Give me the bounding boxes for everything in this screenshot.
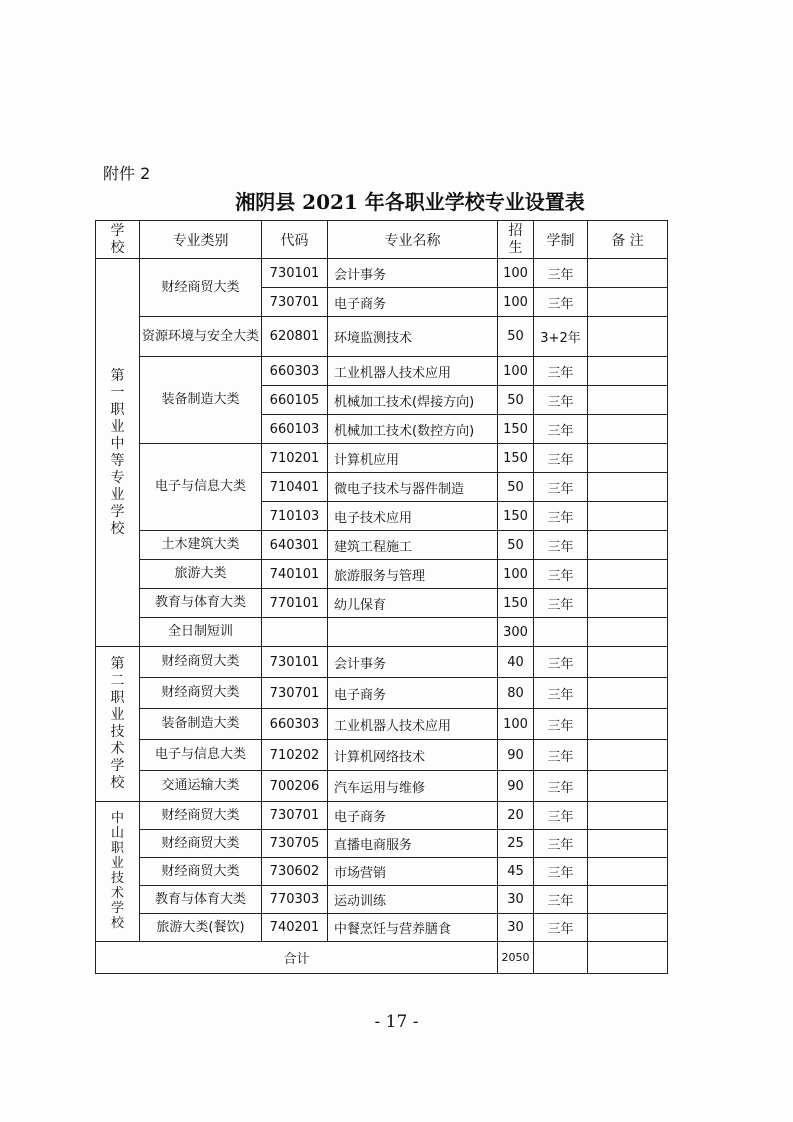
code-cell: 660303 xyxy=(262,357,328,386)
table-row xyxy=(96,444,668,473)
major-cell: 运动训练 xyxy=(328,886,498,914)
code-cell: 640301 xyxy=(262,531,328,560)
category-cell: 资源环境与安全大类 xyxy=(140,317,262,357)
system-cell: 三年 xyxy=(534,444,588,473)
system-cell: 三年 xyxy=(534,415,588,444)
table-row xyxy=(96,914,668,942)
system-cell: 三年 xyxy=(534,473,588,502)
major-cell: 工业机器人技术应用 xyxy=(328,709,498,740)
enroll-cell: 50 xyxy=(498,473,534,502)
code-cell: 660105 xyxy=(262,386,328,415)
major-cell: 机械加工技术(数控方向) xyxy=(328,415,498,444)
major-cell: 机械加工技术(焊接方向) xyxy=(328,386,498,415)
enroll-cell: 50 xyxy=(498,386,534,415)
remark-cell xyxy=(588,502,668,531)
system-cell: 三年 xyxy=(534,709,588,740)
enroll-cell: 150 xyxy=(498,444,534,473)
category-cell: 交通运输大类 xyxy=(140,771,262,802)
total-enroll: 2050 xyxy=(498,942,534,974)
category-cell: 全日制短训 xyxy=(140,618,262,647)
major-cell: 幼儿保育 xyxy=(328,589,498,618)
school-cell: 第一职业中等专业学校 xyxy=(96,259,140,647)
system-cell: 三年 xyxy=(534,531,588,560)
remark-cell xyxy=(588,802,668,830)
code-cell: 730705 xyxy=(262,830,328,858)
system-cell xyxy=(534,618,588,647)
code-cell: 770303 xyxy=(262,886,328,914)
major-setup-table xyxy=(95,220,668,974)
category-cell: 装备制造大类 xyxy=(140,357,262,444)
total-row xyxy=(96,942,668,974)
major-cell: 会计事务 xyxy=(328,259,498,288)
table-row xyxy=(96,802,668,830)
code-cell: 730701 xyxy=(262,288,328,317)
school-cell: 中山职业技术学校 xyxy=(96,802,140,942)
enroll-cell: 150 xyxy=(498,502,534,531)
category-cell: 教育与体育大类 xyxy=(140,886,262,914)
remark-cell xyxy=(588,830,668,858)
remark-cell xyxy=(588,288,668,317)
header-category: 专业类别 xyxy=(140,221,262,259)
system-cell: 三年 xyxy=(534,288,588,317)
system-cell: 三年 xyxy=(534,740,588,771)
document-title: 湘阴县 2021 年各职业学校专业设置表 xyxy=(235,190,585,214)
system-cell: 三年 xyxy=(534,858,588,886)
remark-cell xyxy=(588,259,668,288)
system-cell: 三年 xyxy=(534,771,588,802)
table-header-row xyxy=(96,221,668,259)
remark-cell xyxy=(588,740,668,771)
remark-cell xyxy=(588,709,668,740)
table-row xyxy=(96,886,668,914)
enroll-cell: 40 xyxy=(498,647,534,678)
table-row xyxy=(96,858,668,886)
major-cell: 工业机器人技术应用 xyxy=(328,357,498,386)
table-row xyxy=(96,531,668,560)
category-cell: 装备制造大类 xyxy=(140,709,262,740)
header-code: 代码 xyxy=(262,221,328,259)
table-row xyxy=(96,678,668,709)
major-cell: 会计事务 xyxy=(328,647,498,678)
code-cell: 730701 xyxy=(262,802,328,830)
code-cell: 710201 xyxy=(262,444,328,473)
system-cell: 三年 xyxy=(534,386,588,415)
system-cell: 三年 xyxy=(534,830,588,858)
code-cell: 710103 xyxy=(262,502,328,531)
total-label: 合计 xyxy=(96,942,498,974)
remark-cell xyxy=(588,589,668,618)
code-cell: 730602 xyxy=(262,858,328,886)
enroll-cell: 90 xyxy=(498,740,534,771)
major-cell: 计算机网络技术 xyxy=(328,740,498,771)
enroll-cell: 30 xyxy=(498,914,534,942)
major-cell: 环境监测技术 xyxy=(328,317,498,357)
category-cell: 财经商贸大类 xyxy=(140,830,262,858)
table-row xyxy=(96,830,668,858)
enroll-cell: 100 xyxy=(498,560,534,589)
category-cell: 教育与体育大类 xyxy=(140,589,262,618)
remark-cell xyxy=(588,886,668,914)
major-cell: 汽车运用与维修 xyxy=(328,771,498,802)
category-cell: 电子与信息大类 xyxy=(140,740,262,771)
remark-cell xyxy=(588,444,668,473)
remark-cell xyxy=(588,678,668,709)
table-row xyxy=(96,560,668,589)
remark-cell xyxy=(588,560,668,589)
code-cell: 710202 xyxy=(262,740,328,771)
header-system: 学制 xyxy=(534,221,588,259)
enroll-cell: 80 xyxy=(498,678,534,709)
header-remark: 备 注 xyxy=(588,221,668,259)
major-cell: 电子技术应用 xyxy=(328,502,498,531)
header-enroll: 招生 xyxy=(498,221,534,259)
category-cell: 财经商贸大类 xyxy=(140,647,262,678)
major-cell: 建筑工程施工 xyxy=(328,531,498,560)
code-cell: 730701 xyxy=(262,678,328,709)
code-cell: 620801 xyxy=(262,317,328,357)
system-cell: 三年 xyxy=(534,647,588,678)
school-cell: 第二职业技术学校 xyxy=(96,647,140,802)
code-cell: 740201 xyxy=(262,914,328,942)
system-cell: 三年 xyxy=(534,560,588,589)
system-cell: 3+2年 xyxy=(534,317,588,357)
code-cell: 740101 xyxy=(262,560,328,589)
category-cell: 财经商贸大类 xyxy=(140,802,262,830)
remark-cell xyxy=(588,386,668,415)
annex-label: 附件 2 xyxy=(103,164,151,183)
major-cell: 中餐烹饪与营养膳食 xyxy=(328,914,498,942)
table-row xyxy=(96,589,668,618)
enroll-cell: 100 xyxy=(498,709,534,740)
table-row xyxy=(96,740,668,771)
remark-cell xyxy=(588,914,668,942)
system-cell: 三年 xyxy=(534,357,588,386)
system-cell: 三年 xyxy=(534,678,588,709)
enroll-cell: 45 xyxy=(498,858,534,886)
remark-cell xyxy=(588,473,668,502)
code-cell: 710401 xyxy=(262,473,328,502)
category-cell: 财经商贸大类 xyxy=(140,858,262,886)
code-cell: 660103 xyxy=(262,415,328,444)
table-row xyxy=(96,647,668,678)
enroll-cell: 50 xyxy=(498,531,534,560)
table-row xyxy=(96,771,668,802)
enroll-cell: 50 xyxy=(498,317,534,357)
remark-cell xyxy=(588,415,668,444)
remark-cell xyxy=(588,618,668,647)
major-cell: 计算机应用 xyxy=(328,444,498,473)
system-cell: 三年 xyxy=(534,802,588,830)
enroll-cell: 90 xyxy=(498,771,534,802)
enroll-cell: 100 xyxy=(498,357,534,386)
major-cell: 电子商务 xyxy=(328,802,498,830)
enroll-cell: 150 xyxy=(498,589,534,618)
total-remark-cell xyxy=(588,942,668,974)
major-cell xyxy=(328,618,498,647)
enroll-cell: 300 xyxy=(498,618,534,647)
system-cell: 三年 xyxy=(534,914,588,942)
header-major: 专业名称 xyxy=(328,221,498,259)
enroll-cell: 100 xyxy=(498,259,534,288)
remark-cell xyxy=(588,357,668,386)
total-system-cell xyxy=(534,942,588,974)
code-cell: 770101 xyxy=(262,589,328,618)
enroll-cell: 25 xyxy=(498,830,534,858)
system-cell: 三年 xyxy=(534,259,588,288)
page-number: - 17 - xyxy=(374,1012,419,1032)
category-cell: 土木建筑大类 xyxy=(140,531,262,560)
system-cell: 三年 xyxy=(534,589,588,618)
major-cell: 电子商务 xyxy=(328,288,498,317)
system-cell: 三年 xyxy=(534,502,588,531)
table-row xyxy=(96,618,668,647)
table-row xyxy=(96,709,668,740)
major-cell: 直播电商服务 xyxy=(328,830,498,858)
category-cell: 旅游大类(餐饮) xyxy=(140,914,262,942)
code-cell: 660303 xyxy=(262,709,328,740)
table-row xyxy=(96,259,668,288)
system-cell: 三年 xyxy=(534,886,588,914)
enroll-cell: 20 xyxy=(498,802,534,830)
enroll-cell: 150 xyxy=(498,415,534,444)
major-cell: 市场营销 xyxy=(328,858,498,886)
remark-cell xyxy=(588,531,668,560)
remark-cell xyxy=(588,858,668,886)
table-row xyxy=(96,317,668,357)
remark-cell xyxy=(588,647,668,678)
table-row xyxy=(96,357,668,386)
major-cell: 旅游服务与管理 xyxy=(328,560,498,589)
category-cell: 财经商贸大类 xyxy=(140,259,262,317)
enroll-cell: 30 xyxy=(498,886,534,914)
remark-cell xyxy=(588,317,668,357)
category-cell: 财经商贸大类 xyxy=(140,678,262,709)
category-cell: 旅游大类 xyxy=(140,560,262,589)
enroll-cell: 100 xyxy=(498,288,534,317)
major-cell: 微电子技术与器件制造 xyxy=(328,473,498,502)
remark-cell xyxy=(588,771,668,802)
category-cell: 电子与信息大类 xyxy=(140,444,262,531)
code-cell: 730101 xyxy=(262,647,328,678)
code-cell xyxy=(262,618,328,647)
code-cell: 700206 xyxy=(262,771,328,802)
code-cell: 730101 xyxy=(262,259,328,288)
major-cell: 电子商务 xyxy=(328,678,498,709)
header-school: 学校 xyxy=(96,221,140,259)
